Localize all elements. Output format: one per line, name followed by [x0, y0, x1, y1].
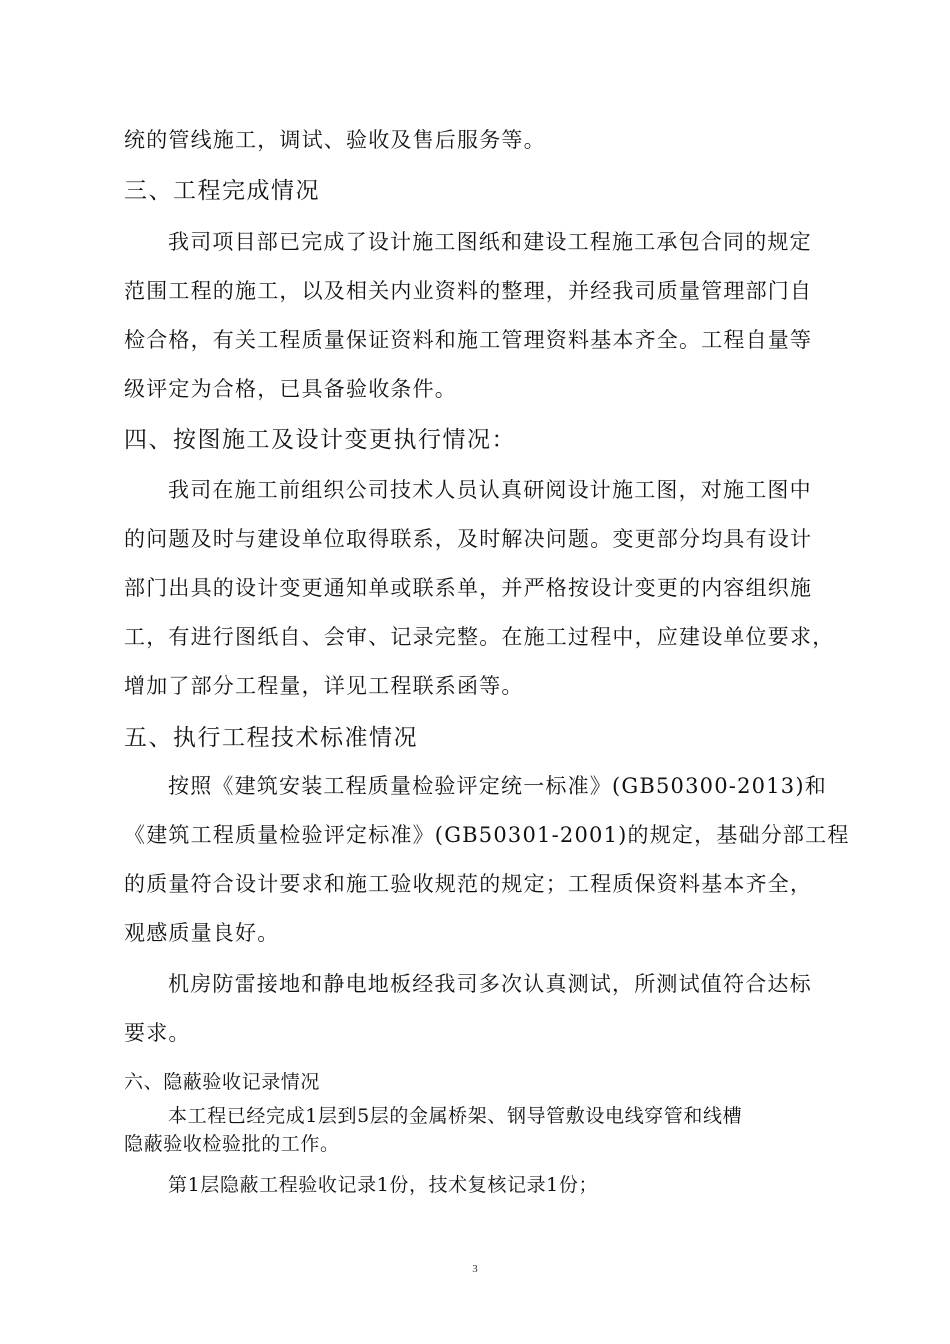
paragraph-line: 部门出具的设计变更通知单或联系单，并严格按设计变更的内容组织施 [124, 576, 813, 600]
paragraph-line: 本工程已经完成1层到5层的金属桥架、钢导管敷设电线穿管和线槽 [168, 1105, 743, 1127]
section-heading-4: 四、按图施工及设计变更执行情况： [124, 427, 516, 453]
section-heading-6: 六、隐蔽验收记录情况 [124, 1071, 321, 1093]
paragraph-line: 增加了部分工程量，详见工程联系函等。 [124, 674, 524, 698]
paragraph-line: 范围工程的施工，以及相关内业资料的整理，并经我司质量管理部门自 [124, 279, 813, 303]
paragraph-line: 观感质量良好。 [124, 921, 280, 945]
paragraph-line: 按照《建筑安装工程质量检验评定统一标准》(GB50300-2013)和 [168, 774, 827, 798]
section-heading-5: 五、执行工程技术标准情况 [124, 725, 418, 751]
paragraph-line: 的质量符合设计要求和施工验收规范的规定；工程质保资料基本齐全， [124, 872, 813, 896]
paragraph-line: 的问题及时与建设单位取得联系，及时解决问题。变更部分均具有设计 [124, 527, 813, 551]
paragraph-line: 级评定为合格，已具备验收条件。 [124, 377, 457, 401]
page-number: 3 [472, 1263, 478, 1275]
paragraph-line: 我司在施工前组织公司技术人员认真研阅设计施工图，对施工图中 [168, 478, 812, 502]
paragraph-line: 检合格，有关工程质量保证资料和施工管理资料基本齐全。工程自量等 [124, 328, 813, 352]
paragraph-line: 要求。 [124, 1021, 191, 1045]
paragraph-line: 统的管线施工，调试、验收及售后服务等。 [124, 128, 546, 152]
paragraph-line: 工，有进行图纸自、会审、记录完整。在施工过程中，应建设单位要求， [124, 625, 835, 649]
paragraph-line: 隐蔽验收检验批的工作。 [124, 1133, 340, 1155]
paragraph-line: 《建筑工程质量检验评定标准》(GB50301-2001)的规定，基础分部工程 [124, 823, 850, 847]
paragraph-line: 我司项目部已完成了设计施工图纸和建设工程施工承包合同的规定 [168, 230, 812, 254]
paragraph-line: 第1层隐蔽工程验收记录1份，技术复核记录1份； [168, 1174, 599, 1196]
section-heading-3: 三、工程完成情况 [124, 178, 320, 204]
paragraph-line: 机房防雷接地和静电地板经我司多次认真测试，所测试值符合达标 [168, 972, 812, 996]
